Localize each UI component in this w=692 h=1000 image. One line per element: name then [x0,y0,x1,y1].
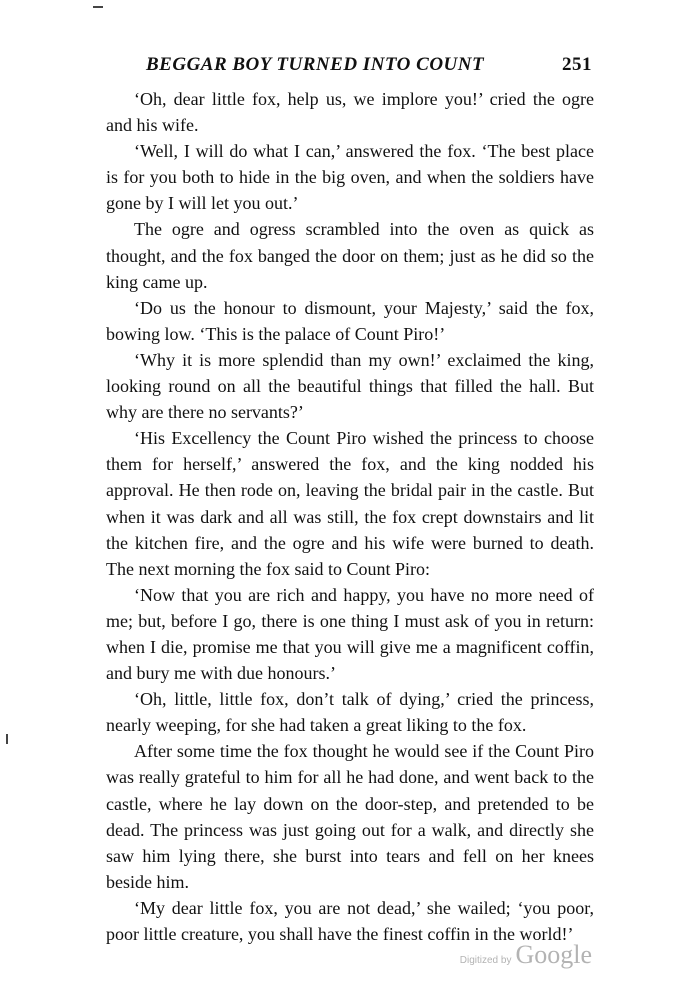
paragraph: ‘Why it is more splendid than my own!’ exclaimed the king, looking round on all the beautiful things that filled the hall. But why are there no servants?’ [106,349,594,423]
running-title: BEGGAR BOY TURNED INTO COUNT [146,54,485,75]
digitized-watermark [460,940,592,970]
paragraph: The ogre and ogress scrambled into the oven as quick as thought, and the fox banged the door on them; just as he did so the king came up. [106,219,594,292]
paragraph: ‘My dear little fox, you are not dead,’ she wailed; ‘you poor, poor little creature, you shall have the finest coffin in the world!’ [106,897,594,944]
paragraph: ‘His Excellency the Count Piro wished the princess to choose them for herself,’ answered the fox, and the king nodded his approval. He then rode on, leaving the bridal pair in the castle. But when it was dark and all was still, the fox crept downstairs and lit the kitchen fire, and the ogre and his wife were burned to death. The next morning the fox said to Count Piro: [106,428,594,579]
paragraph: ‘Oh, dear little fox, help us, we implore you!’ cried the ogre and his wife. [106,89,594,136]
body-text [106,86,594,947]
paragraph: ‘Now that you are rich and happy, you have no more need of me; but, before I go, there is one thing I must ask of you in return: when I die, promise me that you will give me a magnificent coffin, and bury me with due honours.’ [106,584,594,684]
paragraph: ‘Do us the honour to dismount, your Majesty,’ said the fox, bowing low. ‘This is the palace of Count Piro!’ [106,297,594,344]
page-number: 251 [562,54,592,75]
watermark-prefix: Digitized by [459,955,512,966]
paragraph: After some time the fox thought he would see if the Count Piro was really grateful to him for all he had done, and went back to the castle, where he lay down on the door-step, and pretended to be dead. The princess was just going out for a walk, and directly she saw him lying there, she burst into tears and fell on her knees beside him. [106,741,594,892]
margin-mark [6,734,8,744]
paragraph: ‘Oh, little, little fox, don’t talk of dying,’ cried the princess, nearly weeping, for she had taken a great liking to the fox. [106,689,594,736]
paragraph: ‘Well, I will do what I can,’ answered the fox. ‘The best place is for you both to hide in the big oven, and when the soldiers have gone by I will let you out.’ [106,141,594,214]
watermark-brand: Google [515,940,592,969]
scan-speck [93,6,103,8]
running-header [146,50,592,80]
